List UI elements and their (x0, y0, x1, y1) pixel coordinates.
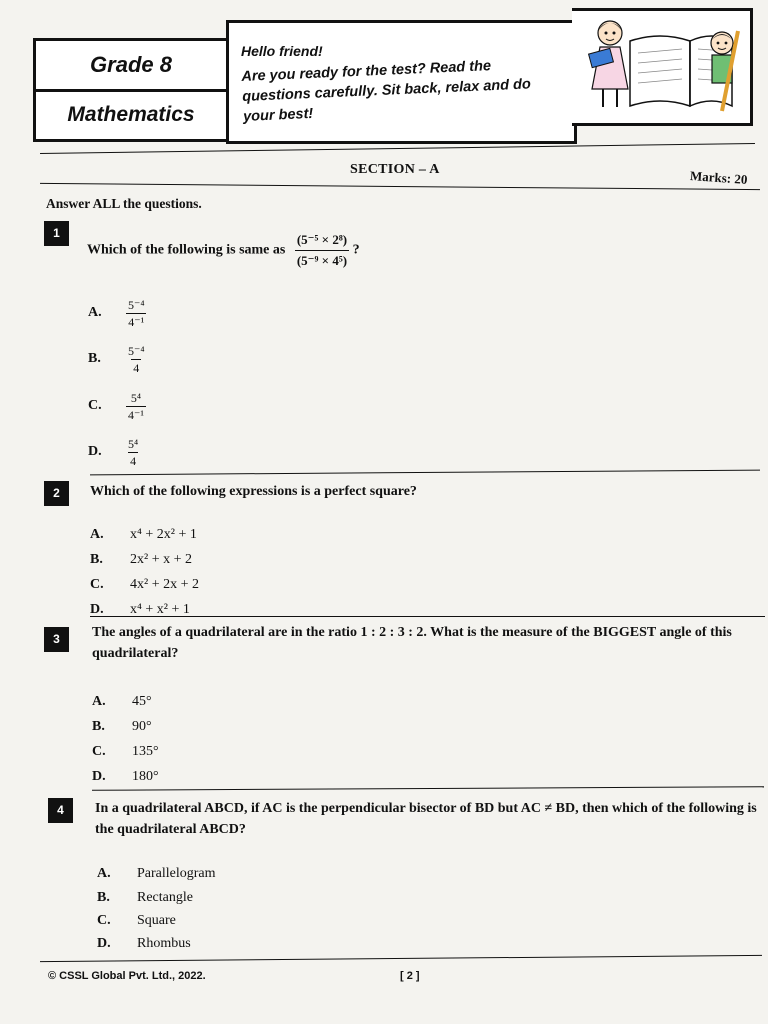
question-divider (92, 786, 764, 791)
section-title: SECTION – A (350, 162, 440, 177)
fraction-numerator: 5⁻⁴ (128, 298, 145, 312)
question-mark: ? (352, 242, 360, 258)
fraction-denominator: 4 (133, 361, 140, 375)
option-label: C. (92, 744, 106, 759)
option-label: D. (92, 769, 106, 784)
option-value: 135° (132, 744, 159, 759)
question-number: 1 (44, 221, 69, 246)
option-fraction (126, 343, 147, 376)
fraction-denominator: 4 (130, 454, 137, 468)
subject-label: Mathematics (67, 103, 195, 126)
option-label: A. (92, 694, 106, 709)
expression-numerator: (5⁻⁵ × 2⁸) (296, 232, 348, 247)
option-label: B. (97, 890, 110, 905)
fraction-numerator: 5⁴ (128, 437, 139, 451)
marks-label: Marks: 20 (689, 168, 748, 187)
copyright-text: © CSSL Global Pvt. Ltd., 2022. (48, 970, 206, 982)
option-value: 4x² + 2x + 2 (130, 577, 199, 592)
option-label: C. (90, 577, 104, 592)
option-label: A. (88, 305, 102, 320)
fraction-denominator: 4⁻¹ (128, 408, 144, 422)
instruction-text: Answer ALL the questions. (46, 196, 202, 211)
question-number: 4 (48, 798, 73, 823)
option-label: A. (90, 527, 104, 542)
option-value: Square (137, 913, 176, 928)
question-divider (90, 616, 765, 617)
fraction-numerator: 5⁴ (130, 391, 142, 405)
option-label: B. (92, 719, 105, 734)
question-number: 3 (44, 627, 69, 652)
title-box (33, 38, 229, 142)
option-label: D. (88, 444, 102, 459)
children-reading-illustration (572, 11, 750, 123)
option-value: 45° (132, 694, 152, 709)
option-value: Parallelogram (137, 866, 216, 881)
section-divider (40, 183, 760, 190)
grade-label: Grade 8 (36, 41, 226, 92)
fraction-denominator: 4⁻¹ (128, 315, 145, 329)
option-label: B. (90, 552, 103, 567)
question-divider (90, 470, 760, 476)
header-illustration (572, 8, 753, 126)
greeting-message: Are you ready for the test? Read the questions carefully. Sit back, relax and do your best! (241, 58, 532, 125)
question-text (87, 230, 360, 271)
question-4-text: In a quadrilateral ABCD, if AC is the perpendicular bisector of BD but AC ≠ BD, then which of the following is the quadrilateral ABCD? (95, 801, 757, 837)
option-fraction (126, 297, 147, 330)
option-value: x⁴ + x² + 1 (130, 602, 190, 617)
option-label: D. (97, 936, 111, 951)
header-divider (40, 143, 755, 154)
option-value: Rhombus (137, 936, 191, 951)
option-value: 90° (132, 719, 152, 734)
question-3-text: The angles of a quadrilateral are in the ratio 1 : 2 : 3 : 2. What is the measure of the BIGGEST angle of this quadrilateral? (92, 625, 732, 661)
greeting-box (226, 20, 577, 144)
option-label: C. (97, 913, 111, 928)
option-label: B. (88, 351, 101, 366)
greeting-text: Hello friend! (241, 43, 323, 59)
option-label: C. (88, 398, 102, 413)
fraction-numerator: 5⁻⁴ (128, 344, 145, 358)
expression-denominator: (5⁻⁹ × 4⁵) (295, 250, 349, 271)
footer-divider (40, 955, 762, 962)
question-1-text: Which of the following is same as (87, 242, 286, 258)
option-value: Rectangle (137, 890, 193, 905)
option-label: A. (97, 866, 111, 881)
page-number: [ 2 ] (400, 970, 420, 982)
option-value: 2x² + x + 2 (130, 552, 192, 567)
question-2-text: Which of the following expressions is a perfect square? (90, 484, 417, 499)
option-fraction (126, 436, 140, 469)
option-value: 180° (132, 769, 159, 784)
option-label: D. (90, 602, 104, 617)
option-fraction (126, 390, 146, 423)
question-1-expression (295, 230, 349, 271)
option-value: x⁴ + 2x² + 1 (130, 527, 197, 542)
question-number: 2 (44, 481, 69, 506)
